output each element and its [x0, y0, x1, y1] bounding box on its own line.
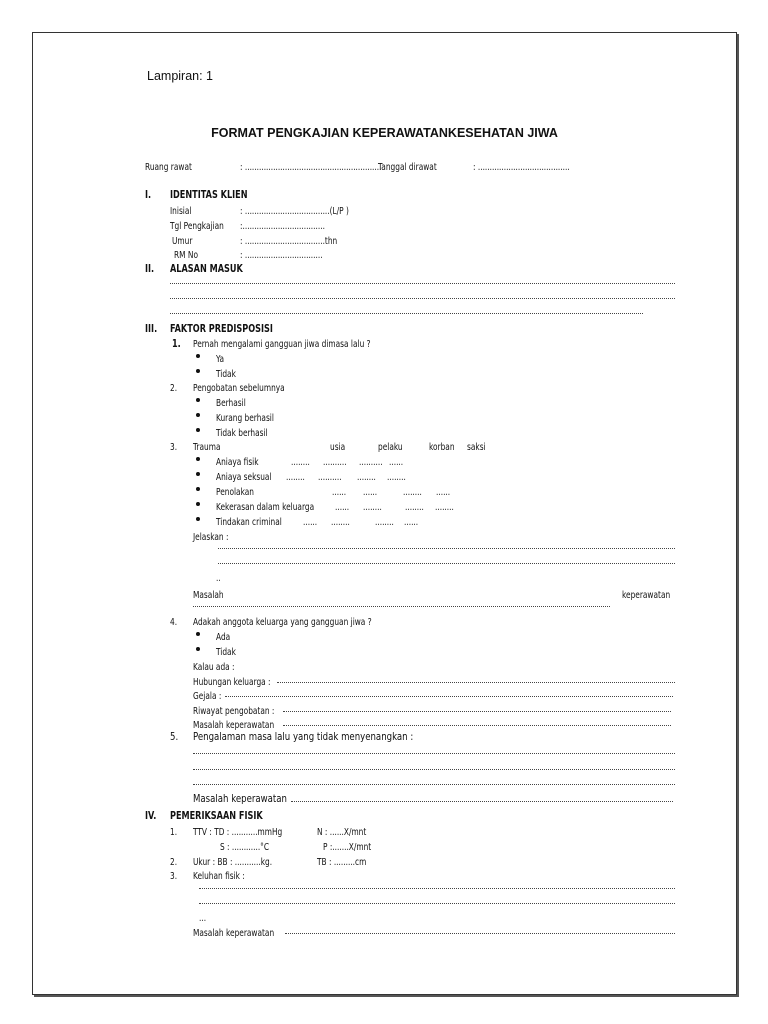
q3-number: 3. [170, 442, 178, 453]
identitas-field: : ....................................(L/P ) [240, 206, 349, 217]
bullet-icon [196, 354, 200, 358]
section-1-title: IDENTITAS KLIEN [170, 188, 248, 201]
bullet-icon [196, 502, 200, 506]
q5-masalah-line [291, 801, 673, 802]
q2-option: Tidak berhasil [216, 428, 268, 439]
section-3-number: III. [145, 322, 158, 335]
ttv-number: 1. [170, 827, 178, 838]
ukur-tb: TB : .........cm [317, 857, 367, 868]
trauma-row-label: Penolakan [216, 487, 255, 498]
section-4-title: PEMERIKSAAN FISIK [170, 809, 263, 822]
bullet-icon [196, 413, 200, 417]
trauma-cell: ...... [389, 457, 404, 468]
trauma-row-label: Tindakan criminal [216, 517, 282, 528]
ruang-rawat-label: Ruang rawat [145, 162, 192, 173]
trauma-col-saksi: saksi [467, 442, 486, 453]
q4-number: 4. [170, 617, 178, 628]
bullet-icon [196, 428, 200, 432]
q1-text: Pernah mengalami gangguan jiwa dimasa lalu ? [193, 339, 371, 350]
trauma-cell: ...... [303, 517, 318, 528]
kalau-ada-label: Kalau ada : [193, 662, 235, 673]
trauma-row-label: Aniaya seksual [216, 472, 272, 483]
q2-option: Berhasil [216, 398, 246, 409]
q5-text: Pengalaman masa lalu yang tidak menyenangkan : [193, 730, 414, 743]
gejala-label: Gejala : [193, 691, 222, 702]
trauma-cell: ........ [375, 517, 394, 528]
q5-line [193, 753, 675, 754]
jelaskan-line [218, 548, 675, 549]
jelaskan-tail: .. [216, 573, 221, 584]
trauma-cell: ........ [331, 517, 350, 528]
document-page [32, 32, 737, 995]
tanggal-dirawat-label: Tanggal dirawat [378, 162, 437, 173]
bullet-icon [196, 472, 200, 476]
trauma-cell: ........ [405, 502, 424, 513]
q5-masalah-label: Masalah keperawatan [193, 792, 287, 805]
trauma-cell: ...... [332, 487, 347, 498]
keluhan-masalah-label: Masalah keperawatan [193, 928, 275, 939]
alasan-line [170, 313, 643, 314]
ttv-td: TTV : TD : ...........mmHg [193, 827, 283, 838]
section-1-number: I. [145, 188, 152, 201]
trauma-cell: ...... [404, 517, 419, 528]
hubungan-line [277, 682, 675, 683]
trauma-cell: ...... [335, 502, 350, 513]
q3-text: Trauma [193, 442, 221, 453]
identitas-label: Inisial [170, 206, 192, 217]
q1-number: 1. [172, 337, 181, 350]
q4-option: Tidak [216, 647, 236, 658]
trauma-row-label: Kekerasan dalam keluarga [216, 502, 315, 513]
identitas-field: : ................................. [240, 250, 323, 261]
trauma-cell: ........ [286, 472, 305, 483]
section-2-number: II. [145, 262, 155, 275]
q2-option: Kurang berhasil [216, 413, 274, 424]
q5-number: 5. [170, 730, 179, 743]
trauma-cell: .......... [323, 457, 347, 468]
masalah-keperawatan-label: Masalah keperawatan [193, 720, 275, 731]
q2-number: 2. [170, 383, 178, 394]
ukur-bb: Ukur : BB : ...........kg. [193, 857, 273, 868]
tanggal-dirawat-field: : ....................................... [473, 162, 570, 173]
trauma-cell: .......... [318, 472, 342, 483]
trauma-cell: ........ [291, 457, 310, 468]
section-2-title: ALASAN MASUK [170, 262, 243, 275]
bullet-icon [196, 632, 200, 636]
identitas-field: :................................... [240, 221, 325, 232]
bullet-icon [196, 457, 200, 461]
trauma-col-pelaku: pelaku [378, 442, 403, 453]
hubungan-label: Hubungan keluarga : [193, 677, 271, 688]
masalah-label: Masalah [193, 590, 224, 601]
trauma-cell: ...... [363, 487, 378, 498]
alasan-line [170, 298, 675, 299]
trauma-col-korban: korban [429, 442, 455, 453]
keluhan-masalah-line [285, 933, 675, 934]
ttv-s: S : ............°C [220, 842, 270, 853]
keluhan-line [199, 903, 675, 904]
identitas-field: : ..................................thn [240, 236, 338, 247]
riwayat-line [283, 711, 671, 712]
trauma-cell: ........ [357, 472, 376, 483]
trauma-row-label: Aniaya fisik [216, 457, 259, 468]
trauma-col-usia: usia [330, 442, 346, 453]
masalah-line [193, 606, 610, 607]
bullet-icon [196, 487, 200, 491]
identitas-label: Tgl Pengkajian [170, 221, 224, 232]
bullet-icon [196, 369, 200, 373]
q1-option: Ya [216, 354, 225, 365]
masalah-keperawatan-line [283, 725, 671, 726]
ruang-rawat-field: : .......................................................... [240, 162, 382, 173]
riwayat-label: Riwayat pengobatan : [193, 706, 275, 717]
trauma-cell: ........ [435, 502, 454, 513]
keluhan-number: 3. [170, 871, 178, 882]
section-4-number: IV. [145, 809, 157, 822]
trauma-cell: ........ [403, 487, 422, 498]
gejala-line [225, 696, 673, 697]
lampiran-label: Lampiran: 1 [147, 69, 214, 83]
q4-option: Ada [216, 632, 231, 643]
q4-text: Adakah anggota keluarga yang gangguan jiwa ? [193, 617, 372, 628]
trauma-cell: ........ [363, 502, 382, 513]
q2-text: Pengobatan sebelumnya [193, 383, 285, 394]
q5-line [193, 769, 675, 770]
jelaskan-line [218, 563, 675, 564]
keperawatan-label: keperawatan [622, 590, 671, 601]
q5-line [193, 784, 675, 785]
identitas-label: RM No [174, 250, 198, 261]
trauma-cell: ........ [387, 472, 406, 483]
jelaskan-label: Jelaskan : [193, 532, 229, 543]
identitas-label: Umur [172, 236, 193, 247]
q1-option: Tidak [216, 369, 236, 380]
keluhan-tail: ... [199, 913, 207, 924]
alasan-line [170, 283, 675, 284]
ttv-n: N : ......X/mnt [317, 827, 367, 838]
bullet-icon [196, 398, 200, 402]
ukur-number: 2. [170, 857, 178, 868]
bullet-icon [196, 517, 200, 521]
keluhan-line [199, 888, 675, 889]
ttv-p: P :.......X/mnt [323, 842, 372, 853]
keluhan-label: Keluhan fisik : [193, 871, 245, 882]
bullet-icon [196, 647, 200, 651]
document-title: FORMAT PENGKAJIAN KEPERAWATANKESEHATAN JIWA [211, 126, 558, 140]
trauma-cell: .......... [359, 457, 383, 468]
trauma-cell: ...... [436, 487, 451, 498]
section-3-title: FAKTOR PREDISPOSISI [170, 322, 273, 335]
